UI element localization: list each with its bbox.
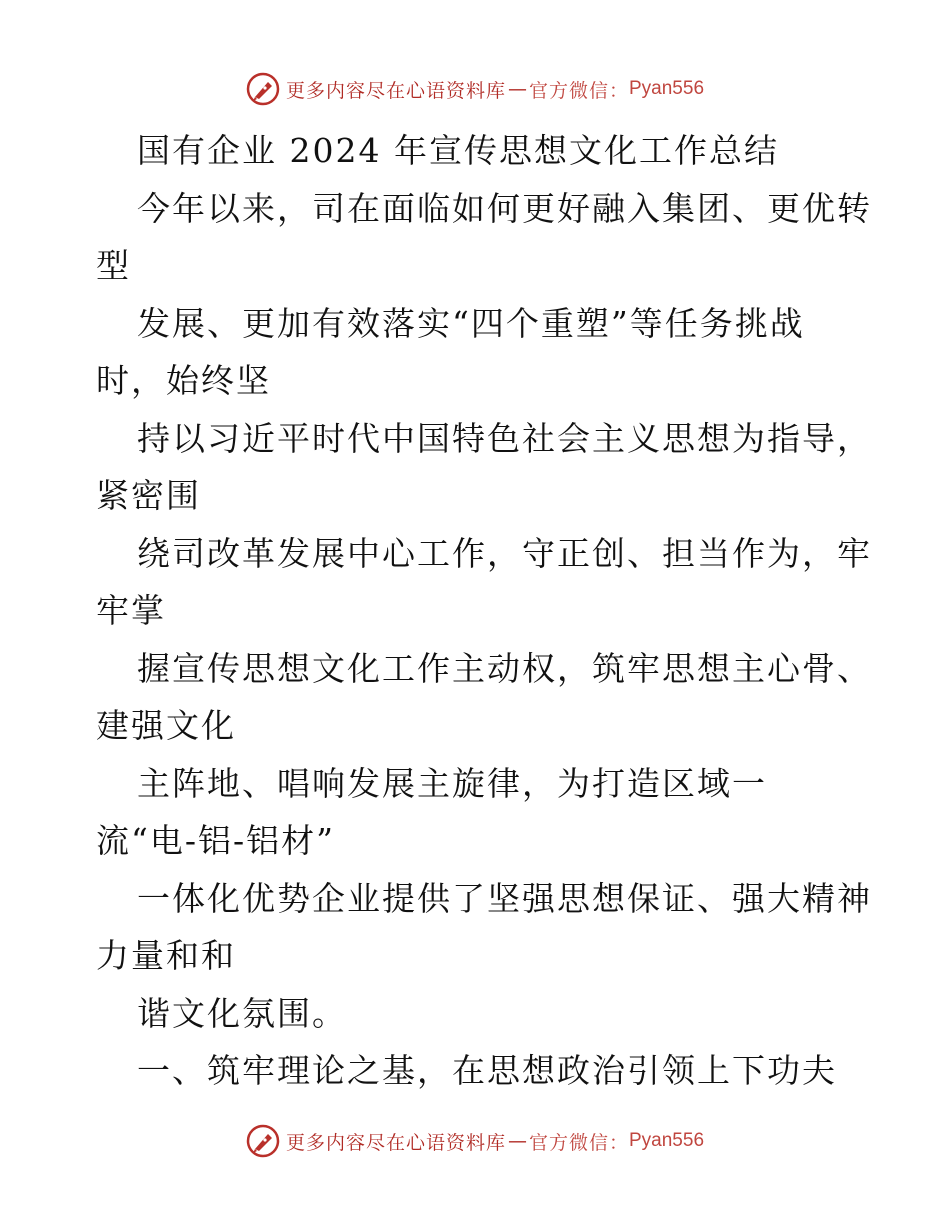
section-heading: 一、筑牢理论之基，在思想政治引领上下功夫 bbox=[137, 1051, 837, 1090]
watermark-wechat-id: Pyan556 bbox=[629, 78, 705, 99]
watermark-wechat-label: 官方微信： bbox=[528, 79, 629, 102]
paragraph-line: 绕司改革发展中心工作，守正创、担当作为，牢 bbox=[137, 533, 872, 573]
paragraph-line: 谐文化氛围。 bbox=[137, 993, 347, 1033]
document-body bbox=[96, 122, 872, 1100]
pen-nib-logo-icon bbox=[246, 1124, 280, 1158]
document-title: 国有企业 2024 年宣传思想文化工作总结 bbox=[137, 131, 779, 170]
paragraph-line: 持以习近平时代中国特色社会主义思想为指导， bbox=[137, 418, 872, 458]
watermark-main-text: 更多内容尽在心语资料库 bbox=[285, 1131, 506, 1154]
paragraph-line: 一体化优势企业提供了坚强思想保证、强大精神 bbox=[137, 878, 872, 918]
watermark-dash: — bbox=[507, 1130, 527, 1152]
paragraph-line: 力量和和 bbox=[96, 936, 236, 975]
paragraph-line: 牢掌 bbox=[96, 591, 166, 630]
watermark-main-text: 更多内容尽在心语资料库 bbox=[285, 79, 506, 102]
paragraph-line: 型 bbox=[96, 246, 131, 285]
top-watermark-banner bbox=[0, 72, 950, 106]
paragraph-line: 主阵地、唱响发展主旋律，为打造区域一 bbox=[137, 763, 767, 803]
paragraph-line: 流“电-铝-铝材” bbox=[96, 821, 336, 860]
paragraph-line: 握宣传思想文化工作主动权，筑牢思想主心骨、 bbox=[137, 648, 872, 688]
watermark-wechat-id: Pyan556 bbox=[629, 1130, 705, 1151]
paragraph-line: 建强文化 bbox=[96, 706, 236, 745]
bottom-watermark-banner bbox=[0, 1124, 950, 1158]
watermark-dash: — bbox=[507, 78, 527, 100]
paragraph-line: 发展、更加有效落实“四个重塑”等任务挑战 bbox=[137, 303, 805, 343]
paragraph-line: 今年以来，司在面临如何更好融入集团、更优转 bbox=[137, 188, 872, 228]
paragraph-line: 紧密围 bbox=[96, 476, 201, 515]
paragraph-line: 时，始终坚 bbox=[96, 361, 271, 400]
watermark-wechat-label: 官方微信： bbox=[528, 1131, 629, 1154]
pen-nib-logo-icon bbox=[246, 72, 280, 106]
